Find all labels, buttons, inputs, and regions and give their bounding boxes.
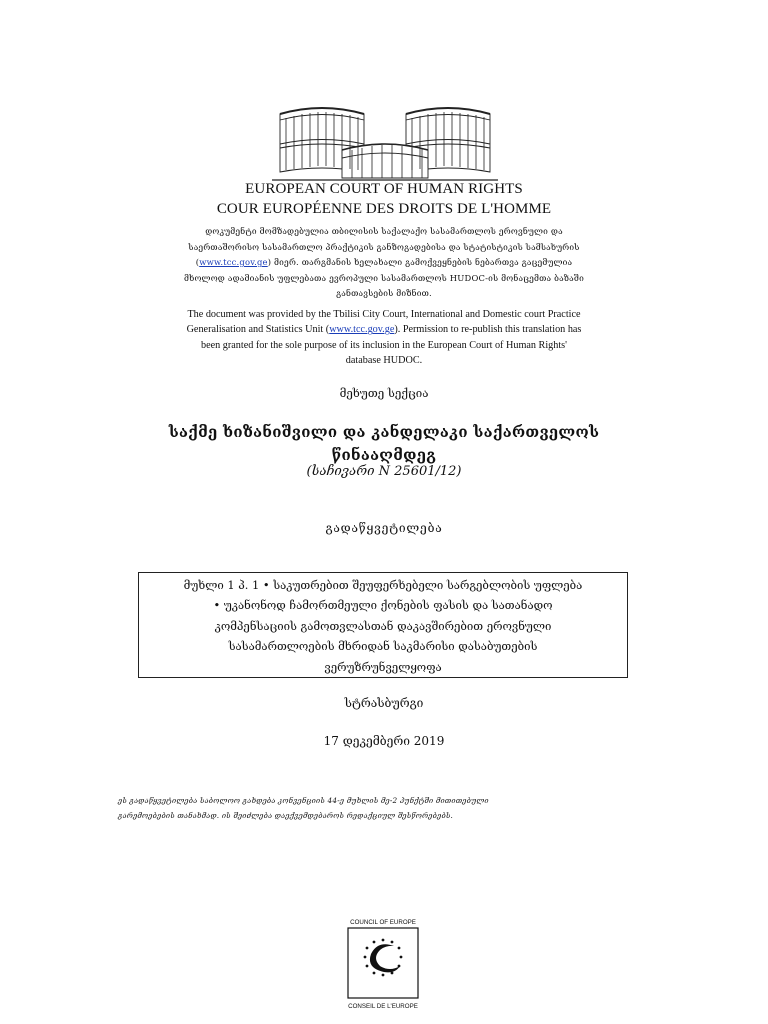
final-note xyxy=(118,793,658,823)
keywords-line: კომპენსაციის გამოთვლასთან დაკავშირებით ეროვნული xyxy=(214,618,552,633)
judgment-date: 17 დეკემბერი 2019 xyxy=(323,734,445,748)
court-name-fr: COUR EUROPÉENNE DES DROITS DE L'HOMME xyxy=(216,201,552,217)
council-of-europe-logo xyxy=(340,916,426,1014)
case-title-line1: საქმე ხიზანიშვილი და კანდელაკი საქართველოს xyxy=(168,423,600,441)
court-building-logo xyxy=(272,100,498,182)
notice-en-line: database HUDOC. xyxy=(345,354,423,366)
court-name-en: EUROPEAN COURT OF HUMAN RIGHTS xyxy=(245,181,523,197)
coe-frame xyxy=(348,928,418,998)
keywords-line: მუხლი 1 პ. 1 • საკუთრებით შეუფერხებელი სარგებლობის უფლება xyxy=(183,578,583,592)
tcc-link[interactable]: www.tcc.gov.ge xyxy=(199,257,268,267)
notice-geo-line: (www.tcc.gov.ge) მიერ. თარგმანის ხელახალი გამოქვეყნების ნებართვა გაცემულია xyxy=(195,257,573,267)
notice-en-line: The document was provided by the Tbilisi City Court, International and Domestic court Practice xyxy=(187,309,581,320)
notice-en xyxy=(0,307,768,368)
case-title-line2: წინააღმდეგ xyxy=(331,446,437,464)
final-note-line: ეს გადაწყვეტილება საბოლოო გახდება კონვენციის 44-ე მუხლის მე-2 პუნქტში მითითებული xyxy=(118,796,489,805)
notice-geo-line: საერთაშორისო სასამართლო პრაქტიკის განზოგადებისა და სტატისტიკის სამსახურის xyxy=(188,241,580,252)
judgment-label: გადაწყვეტილება xyxy=(325,521,443,535)
section-label: მეხუთე სექცია xyxy=(339,386,429,400)
keywords-box xyxy=(138,572,628,678)
keywords-line: სასამართლოების მხრიდან საკმარისი დასაბუთების xyxy=(228,639,538,654)
notice-geo-line: მხოლოდ ადამიანის უფლებათა ევროპული სასამართლოს HUDOC-ის მონაცემთა ბაზაში xyxy=(184,272,584,283)
final-note-line: გარემოებების თანახმად. ის შეიძლება დაექვემდებაროს რედაქციულ შესწორებებს. xyxy=(118,811,454,820)
notice-en-line: Generalisation and Statistics Unit (www.tcc.gov.ge). Permission to re-publish this translation has xyxy=(186,324,582,336)
coe-label-bottom: CONSEIL DE L'EUROPE xyxy=(348,1003,418,1010)
application-number: (საჩივარი N 25601/12) xyxy=(306,464,462,479)
tcc-link[interactable]: www.tcc.gov.ge xyxy=(329,324,395,336)
keywords-line: • უკანონოდ ჩამორთმეული ქონების ფასის და სათანადო xyxy=(213,598,553,613)
keywords-line: ვერუზრუნველყოფა xyxy=(324,659,442,674)
notice-en-line: been granted for the sole purpose of its inclusion in the European Court of Human Rights' xyxy=(201,339,567,351)
notice-geo-line: განთავსების მიზნით. xyxy=(336,288,432,298)
city: სტრასბურგი xyxy=(344,696,424,710)
coe-label-top: COUNCIL OF EUROPE xyxy=(350,919,416,926)
notice-geo xyxy=(0,224,768,302)
notice-geo-line: დოკუმენტი მომზადებულია თბილისის საქალაქო სასამართლოს ეროვნული და xyxy=(205,226,563,236)
